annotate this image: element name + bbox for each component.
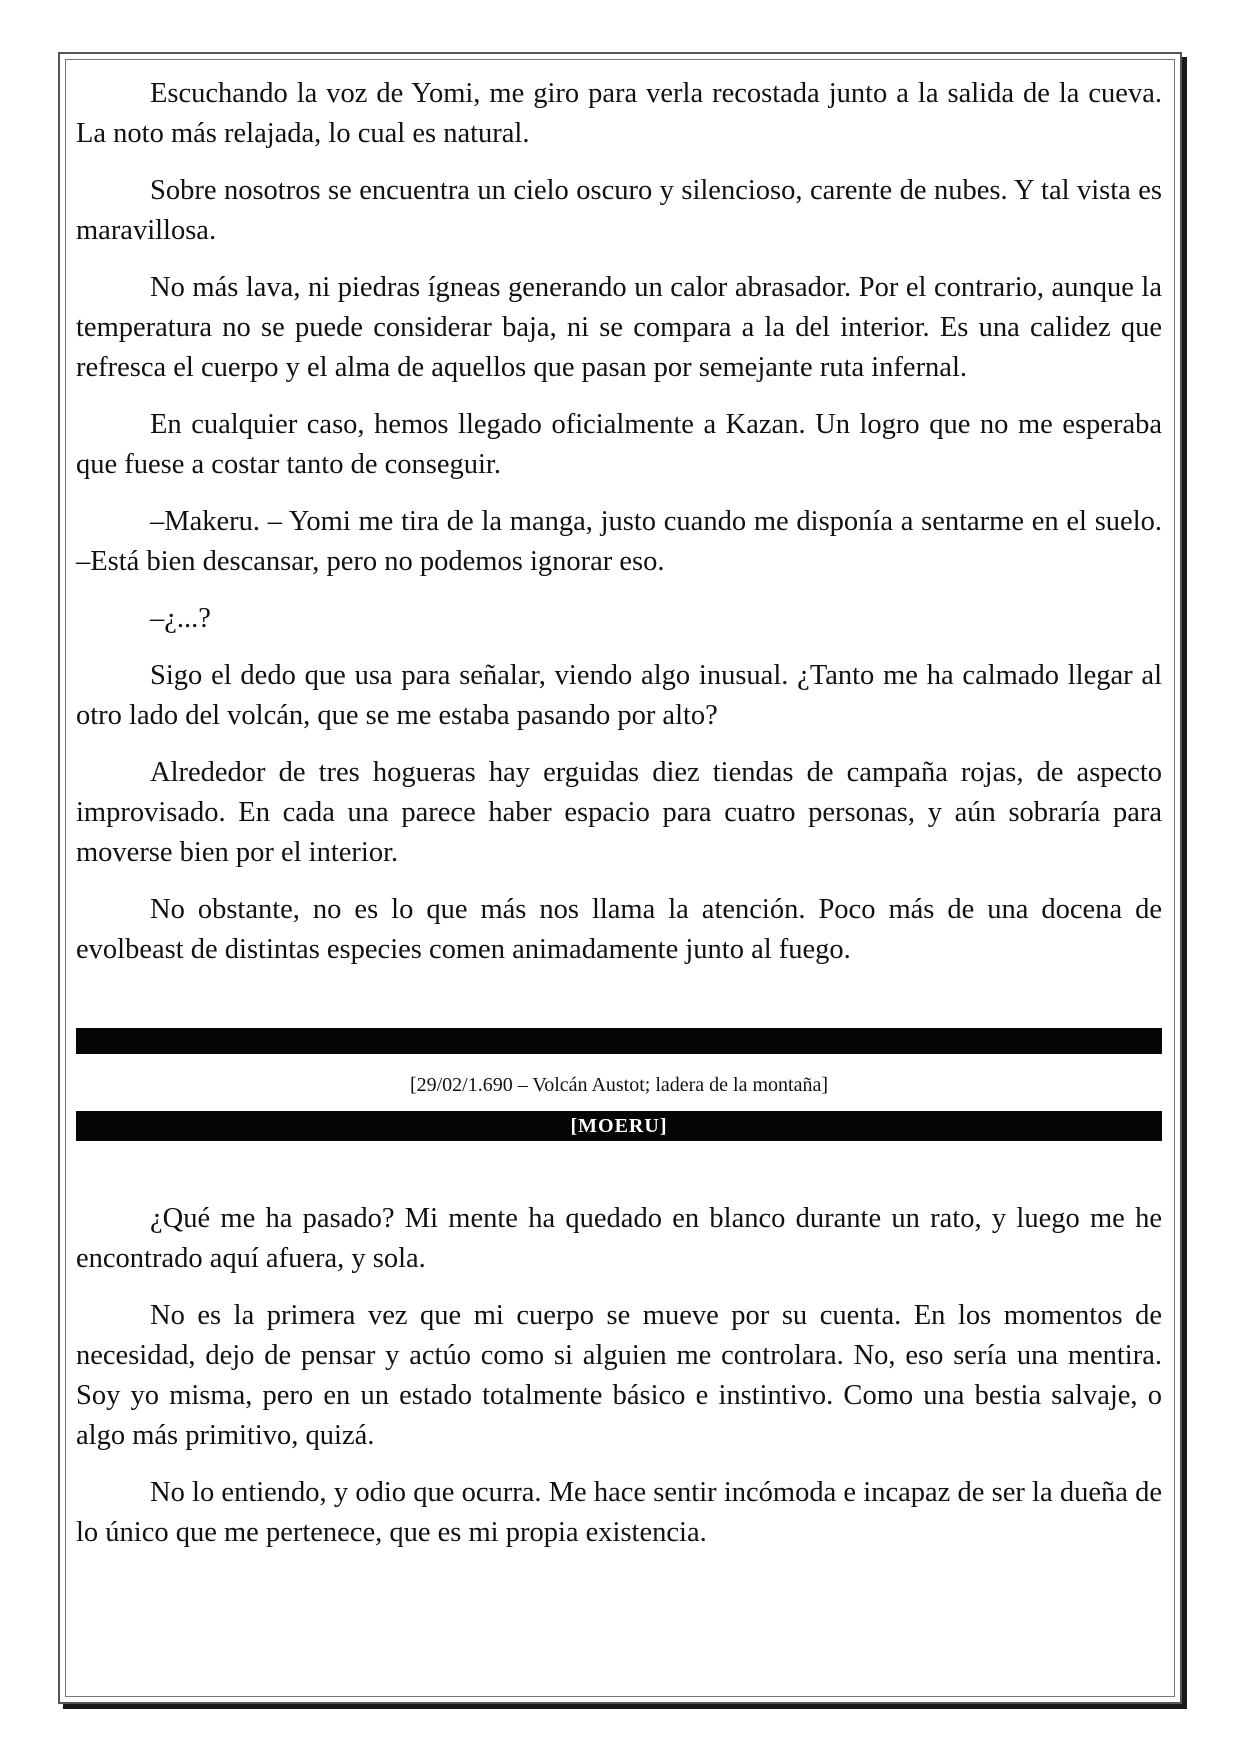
- paragraph: No es la primera vez que mi cuerpo se mueve por su cuenta. En los momentos de necesidad, dejo de pensar y actúo como si alguien me controlara. No, eso sería una mentira. Soy yo misma, pero en un estado totalmente básico e instintivo. Como una bestia salvaje, o algo más primitivo, quizá.: [76, 1300, 1162, 1451]
- paragraph: –Makeru. – Yomi me tira de la manga, justo cuando me disponía a sentarme en el suelo. –Está bien descansar, pero no podemos ignorar eso.: [76, 506, 1162, 577]
- paragraph: Sigo el dedo que usa para señalar, viendo algo inusual. ¿Tanto me ha calmado llegar al otro lado del volcán, que se me estaba pasando por alto?: [76, 660, 1162, 731]
- paragraph: –¿...?: [150, 603, 211, 634]
- paragraph: En cualquier caso, hemos llegado oficialmente a Kazan. Un logro que no me esperaba que fuese a costar tanto de conseguir.: [76, 409, 1162, 480]
- scene-divider-bar: [76, 1028, 1162, 1054]
- section-two: [76, 1199, 1162, 1553]
- paragraph: Escuchando la voz de Yomi, me giro para verla recostada junto a la salida de la cueva. La noto más relajada, lo cual es natural.: [76, 78, 1162, 149]
- page-frame: [58, 52, 1182, 1704]
- pov-character-banner: [MOERU]: [76, 1111, 1162, 1141]
- paragraph: Sobre nosotros se encuentra un cielo oscuro y silencioso, carente de nubes. Y tal vista es maravillosa.: [76, 175, 1162, 246]
- page-content: [76, 74, 1162, 1570]
- section-one: [76, 74, 1162, 970]
- paragraph: Alrededor de tres hogueras hay erguidas diez tiendas de campaña rojas, de aspecto improvisado. En cada una parece haber espacio para cuatro personas, y aún sobraría para moverse bien por el interior.: [76, 757, 1162, 868]
- paragraph: ¿Qué me ha pasado? Mi mente ha quedado en blanco durante un rato, y luego me he encontrado aquí afuera, y sola.: [76, 1203, 1162, 1274]
- paragraph: No lo entiendo, y odio que ocurra. Me hace sentir incómoda e incapaz de ser la dueña de lo único que me pertenece, que es mi propia existencia.: [76, 1477, 1162, 1548]
- scene-date-location: [29/02/1.690 – Volcán Austot; ladera de la montaña]: [409, 1074, 829, 1096]
- paragraph: No más lava, ni piedras ígneas generando un calor abrasador. Por el contrario, aunque la temperatura no se puede considerar baja, ni se compara a la del interior. Es una calidez que refresca el cuerpo y el alma de aquellos que pasan por semejante ruta infernal.: [76, 272, 1162, 383]
- paragraph: No obstante, no es lo que más nos llama la atención. Poco más de una docena de evolbeast de distintas especies comen animadamente junto al fuego.: [76, 894, 1162, 965]
